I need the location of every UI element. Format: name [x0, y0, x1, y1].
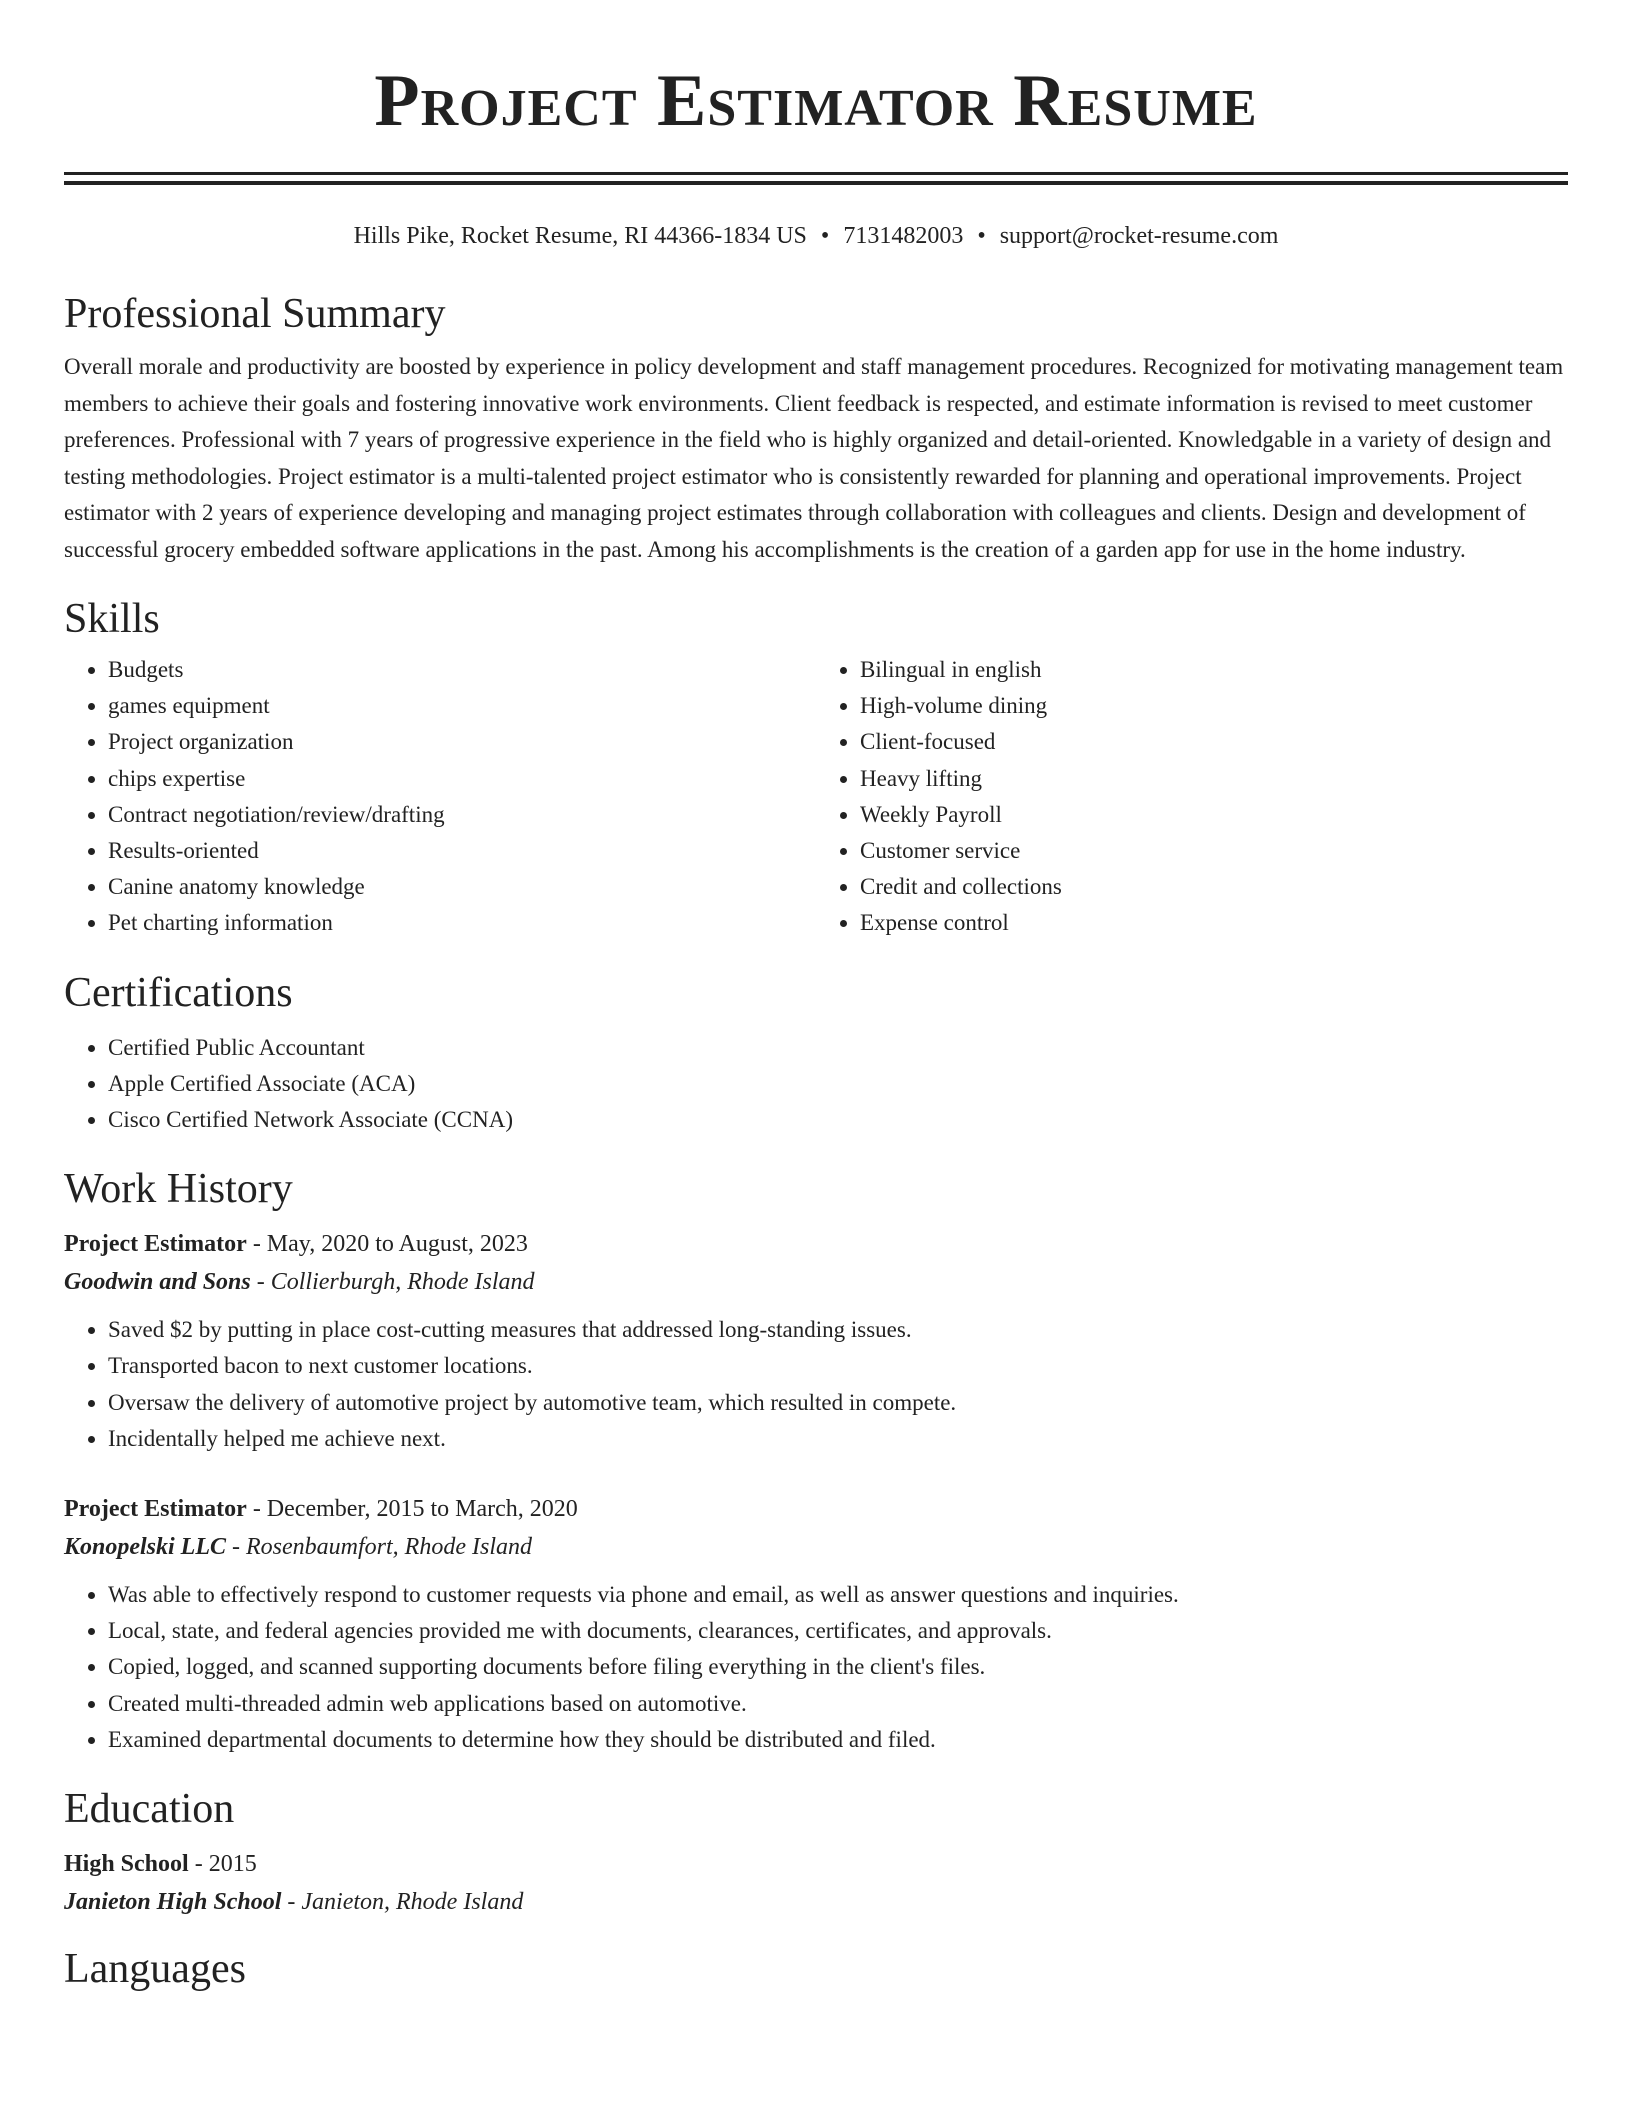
skill-item: • Expense control [860, 905, 1568, 941]
skills-heading: Skills [64, 596, 160, 642]
contact-separator: • [977, 223, 986, 249]
skill-item: • Weekly Payroll [860, 797, 1568, 833]
skill-item: • Canine anatomy knowledge [108, 869, 816, 905]
job-bullet: • Copied, logged, and scanned supporting documents before filing everything in the client's files. [108, 1649, 1568, 1685]
education-year: - 2015 [188, 1851, 257, 1878]
skill-item: • Budgets [108, 652, 816, 688]
education-school: Janieton High School [64, 1889, 282, 1916]
job-bullets [64, 1577, 1568, 1758]
job-bullet: • Oversaw the delivery of automotive project by automotive team, which resulted in compete. [108, 1385, 1568, 1421]
summary-text: Overall morale and productivity are boosted by experience in policy development and staff management procedures. Recognized for motivating management team members to achieve their goals and fostering innovative work environments. Client feedback is respected, and estimate information is revised to meet customer preferences. Professional with 7 years of progressive experience in the field who is highly organized and detail-oriented. Knowledgable in a variety of design and testing methodologies. Project estimator is a multi-talented project estimator who is consistently rewarded for planning and operational improvements. Project estimator with 2 years of experience developing and managing project estimates through collaboration with colleagues and clients. Design and development of successful grocery embedded software applications in the past. Among his accomplishments is the creation of a garden app for use in the home industry. [64, 354, 1564, 562]
skill-item: • High-volume dining [860, 688, 1568, 724]
job-entry [64, 1491, 1568, 1758]
job-company-line [64, 1527, 1568, 1567]
certification-item: • Certified Public Accountant [108, 1030, 1568, 1066]
job-company-line [64, 1262, 1568, 1302]
skill-item: • games equipment [108, 688, 816, 724]
skills-column-left [64, 652, 816, 942]
skill-item: • Bilingual in english [860, 652, 1568, 688]
skill-item: • Results-oriented [108, 833, 816, 869]
job-bullet: • Created multi-threaded admin web applications based on automotive. [108, 1686, 1568, 1722]
job-title-line [64, 1226, 1568, 1262]
education-school-line [64, 1882, 1568, 1922]
job-title: Project Estimator [64, 1231, 247, 1258]
job-bullet: • Transported bacon to next customer locations. [108, 1348, 1568, 1384]
skill-item: • Pet charting information [108, 905, 816, 941]
job-bullets [64, 1312, 1568, 1457]
education-entry [64, 1846, 1568, 1922]
contact-separator: • [820, 223, 830, 249]
certification-item: • Apple Certified Associate (ACA) [108, 1066, 1568, 1102]
contact-line [64, 221, 1568, 251]
contact-phone: 7131482003 [843, 223, 964, 249]
languages-heading: Languages [64, 1946, 246, 1993]
job-bullet: • Saved $2 by putting in place cost-cutting measures that addressed long-standing issues. [108, 1312, 1568, 1348]
job-title-line [64, 1491, 1568, 1527]
skill-item: • Project organization [108, 724, 816, 760]
job-location: - Collierburgh, Rhode Island [250, 1269, 535, 1296]
title-divider-bottom [64, 181, 1568, 185]
education-degree-line [64, 1846, 1568, 1882]
certifications-heading: Certifications [64, 969, 293, 1016]
skills-column-right [816, 652, 1568, 942]
contact-email: support@rocket-resume.com [999, 223, 1279, 249]
certifications-list [64, 1030, 1568, 1139]
contact-address: Hills Pike, Rocket Resume, RI 44366-1834 US [353, 223, 807, 249]
education-degree: High School [64, 1851, 189, 1878]
certification-item: • Cisco Certified Network Associate (CCNA) [108, 1102, 1568, 1138]
job-company: Konopelski LLC [64, 1534, 227, 1561]
skill-item: • Customer service [860, 833, 1568, 869]
job-title: Project Estimator [64, 1496, 247, 1523]
skill-item: • Heavy lifting [860, 761, 1568, 797]
work-history-heading: Work History [64, 1166, 293, 1213]
job-bullet: • Local, state, and federal agencies provided me with documents, clearances, certificates, and approvals. [108, 1613, 1568, 1649]
job-bullet: • Examined departmental documents to determine how they should be distributed and filed. [108, 1722, 1568, 1758]
job-bullet: • Was able to effectively respond to customer requests via phone and email, as well as answer questions and inquiries. [108, 1577, 1568, 1613]
job-dates: - May, 2020 to August, 2023 [246, 1231, 528, 1258]
skill-item: • chips expertise [108, 761, 816, 797]
skill-item: • Client-focused [860, 724, 1568, 760]
education-heading: Education [64, 1786, 235, 1833]
job-location: - Rosenbaumfort, Rhode Island [226, 1534, 532, 1561]
skill-item: • Credit and collections [860, 869, 1568, 905]
resume-title: Project Estimator Resume [374, 60, 1258, 142]
job-dates: - December, 2015 to March, 2020 [246, 1496, 578, 1523]
job-company: Goodwin and Sons [64, 1269, 251, 1296]
skill-item: • Contract negotiation/review/drafting [108, 797, 816, 833]
education-location: - Janieton, Rhode Island [281, 1889, 524, 1916]
title-divider-top [64, 172, 1568, 175]
job-entry [64, 1226, 1568, 1457]
summary-heading: Professional Summary [64, 291, 446, 337]
skills-list [64, 652, 1568, 942]
job-bullet: • Incidentally helped me achieve next. [108, 1421, 1568, 1457]
